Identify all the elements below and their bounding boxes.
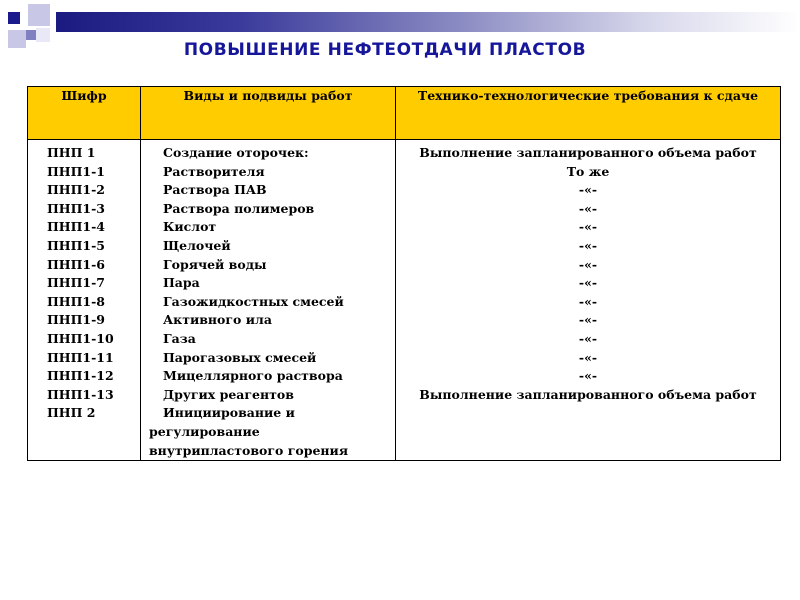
decor-square-light bbox=[28, 4, 50, 26]
code-item: ПНП1-12 bbox=[47, 368, 114, 384]
works-cell bbox=[141, 140, 396, 461]
codes-cell bbox=[28, 140, 141, 461]
code-item: ПНП1-10 bbox=[47, 330, 114, 346]
work-item: Других реагентов bbox=[163, 386, 294, 402]
work-item: Мицеллярного раствора bbox=[163, 368, 343, 384]
decor-square-dark bbox=[8, 12, 20, 24]
requirement-item: Выполнение запланированного объема работ bbox=[419, 386, 757, 402]
requirement-item: -«- bbox=[578, 275, 598, 291]
requirements-list bbox=[396, 140, 780, 404]
code-item: ПНП1-13 bbox=[47, 386, 114, 402]
code-item: ПНП1-9 bbox=[47, 312, 106, 328]
code-item: ПНП1-5 bbox=[47, 237, 106, 253]
requirement-item: -«- bbox=[578, 237, 598, 253]
header-works: Виды и подвиды работ bbox=[141, 87, 396, 140]
requirement-item: -«- bbox=[578, 182, 598, 198]
requirement-item: -«- bbox=[578, 200, 598, 216]
work-item: Создание оторочек: bbox=[163, 145, 309, 160]
page-title: ПОВЫШЕНИЕ НЕФТЕОТДАЧИ ПЛАСТОВ bbox=[183, 40, 587, 60]
work-item: внутрипластового горения bbox=[149, 442, 349, 458]
requirement-item: Выполнение запланированного объема работ bbox=[419, 145, 757, 160]
code-item: ПНП1-7 bbox=[47, 275, 106, 291]
table-body-row bbox=[28, 140, 781, 461]
work-item: Активного ила bbox=[163, 312, 272, 328]
work-item: Пара bbox=[163, 275, 200, 291]
work-item: регулирование bbox=[149, 423, 260, 439]
requirement-item: -«- bbox=[578, 256, 598, 272]
header-gradient-bar bbox=[56, 12, 800, 32]
work-item: Газожидкостных смесей bbox=[163, 293, 344, 309]
work-item: Парогазовых смесей bbox=[163, 349, 317, 365]
requirement-item: То же bbox=[566, 163, 610, 179]
code-item: ПНП 2 bbox=[47, 405, 96, 421]
code-item: ПНП1-6 bbox=[47, 256, 106, 272]
decor-square-mid bbox=[26, 30, 36, 40]
requirement-item: -«- bbox=[578, 312, 598, 328]
requirement-item: -«- bbox=[578, 330, 598, 346]
code-item: ПНП1-8 bbox=[47, 293, 106, 309]
code-item: ПНП1-3 bbox=[47, 200, 106, 216]
work-item: Кислот bbox=[163, 219, 217, 235]
code-item: ПНП1-1 bbox=[47, 163, 106, 179]
header-requirements: Технико-технологические требования к сдаче bbox=[396, 87, 781, 140]
requirement-item: -«- bbox=[578, 219, 598, 235]
code-item: ПНП1-4 bbox=[47, 219, 106, 235]
work-item: Газа bbox=[163, 330, 196, 346]
requirement-item: -«- bbox=[578, 368, 598, 384]
work-item: Раствора полимеров bbox=[163, 200, 315, 216]
work-item: Щелочей bbox=[163, 237, 231, 253]
requirement-item: -«- bbox=[578, 293, 598, 309]
work-item: Инициирование и bbox=[163, 405, 295, 421]
work-item: Растворителя bbox=[163, 163, 265, 179]
code-item: ПНП1-2 bbox=[47, 182, 106, 198]
work-item: Горячей воды bbox=[163, 256, 267, 272]
header-code: Шифр bbox=[28, 87, 141, 140]
requirements-cell bbox=[396, 140, 781, 461]
work-item: Раствора ПАВ bbox=[163, 182, 267, 198]
code-item: ПНП 1 bbox=[47, 145, 96, 160]
codes-list bbox=[28, 140, 140, 423]
works-table bbox=[27, 86, 781, 461]
code-item: ПНП1-11 bbox=[47, 349, 114, 365]
requirement-item: -«- bbox=[578, 349, 598, 365]
works-list bbox=[141, 140, 395, 460]
table-header-row bbox=[28, 87, 781, 140]
